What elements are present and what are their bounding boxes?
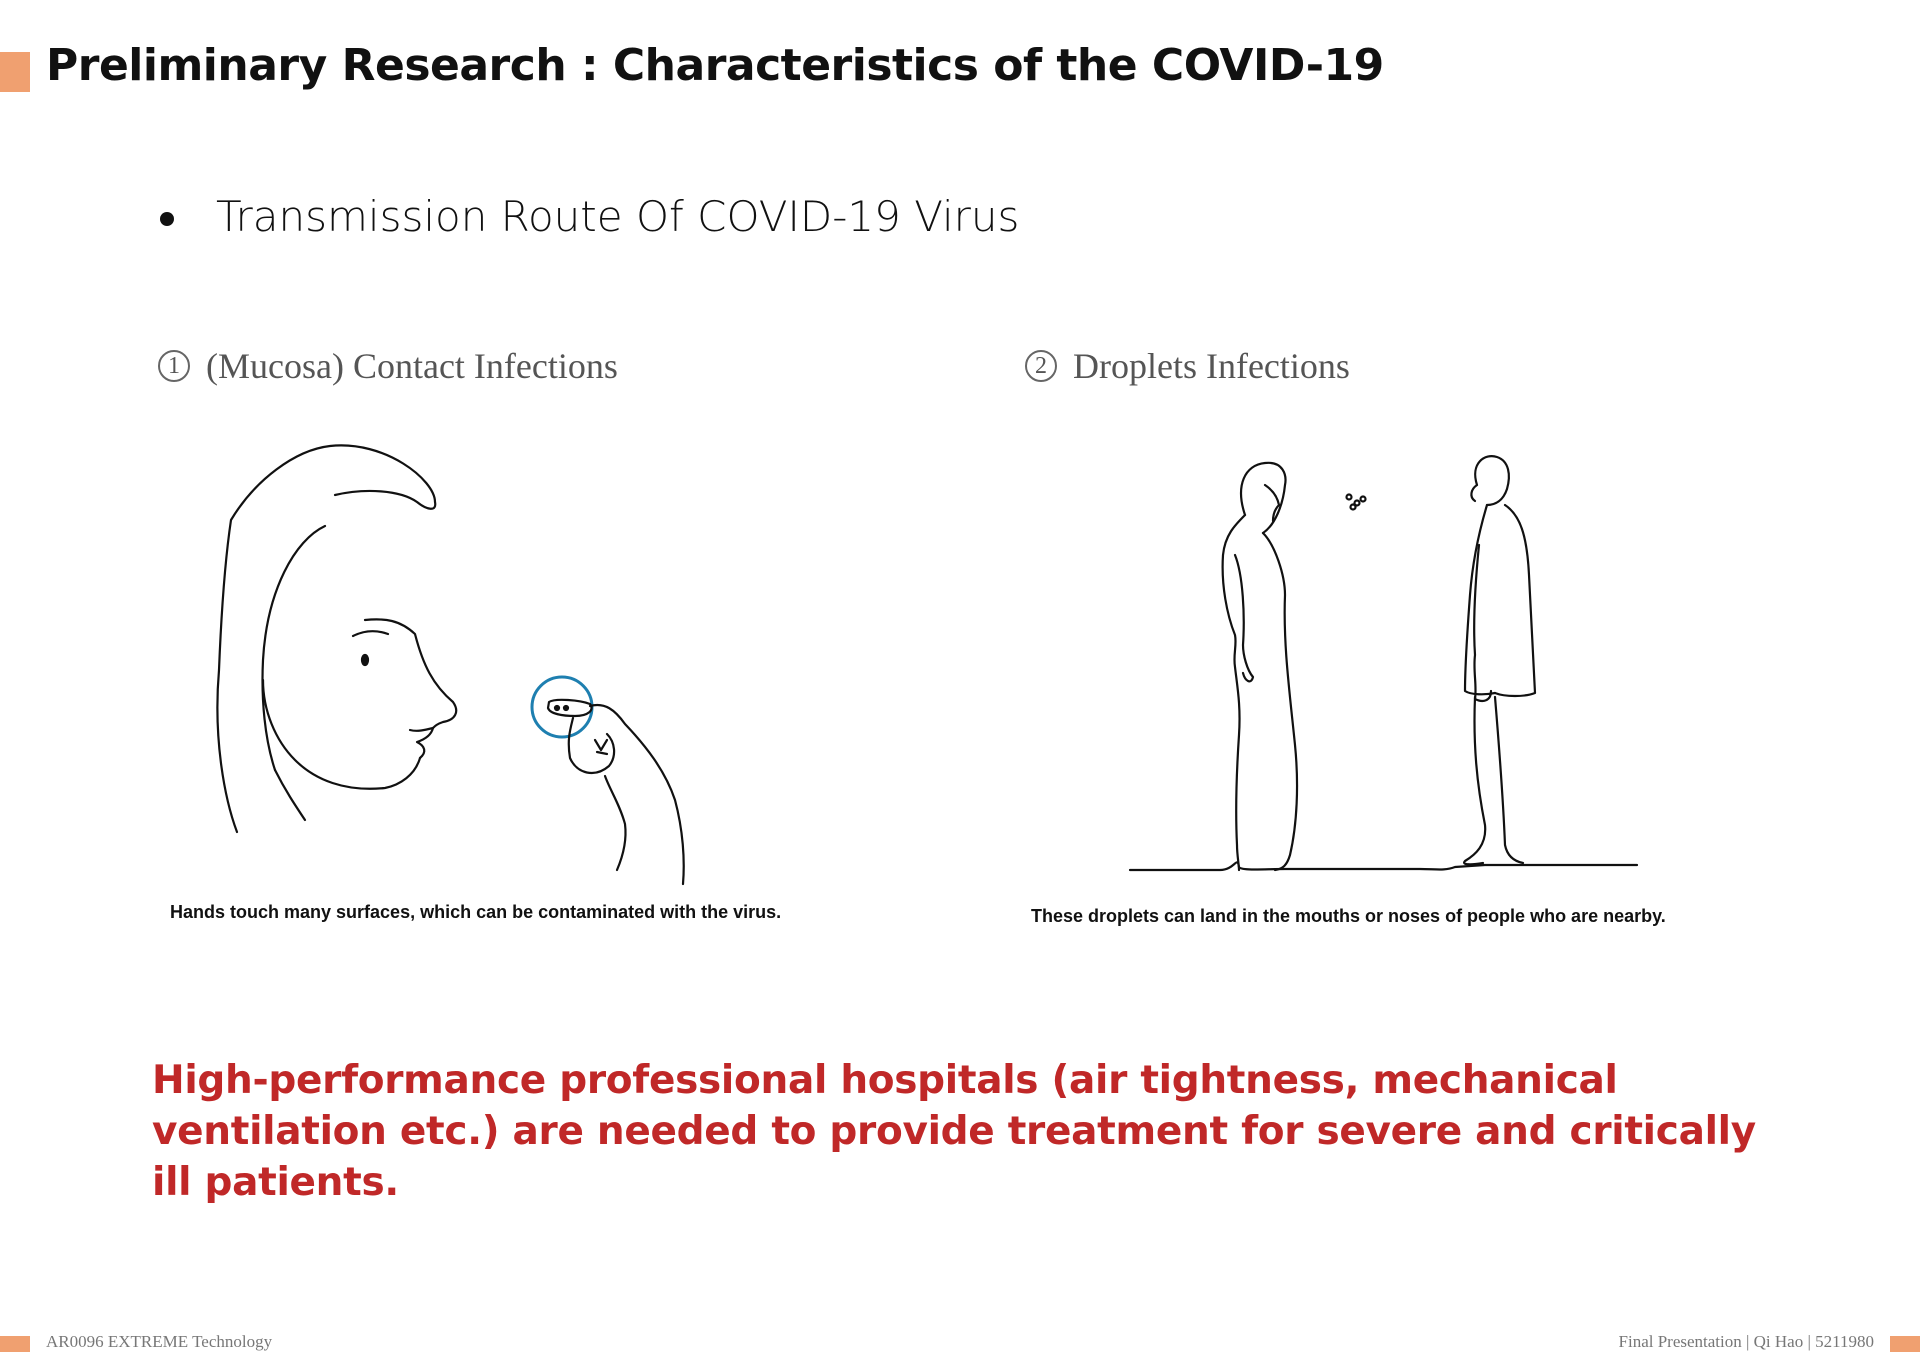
conclusion-text: High-performance professional hospitals (air tightness, mechanical ventilation etc.) are needed to provide treatment for severe and critically ill patients. bbox=[152, 1058, 1756, 1205]
man-head bbox=[1475, 456, 1509, 505]
footer-accent-left bbox=[0, 1336, 30, 1352]
woman-hood bbox=[1241, 463, 1285, 533]
footer-course: AR0096 EXTREME Technology bbox=[46, 1332, 273, 1351]
slide-title: Preliminary Research : Characteristics of the COVID-19 bbox=[46, 40, 1384, 91]
footer-accent-right bbox=[1890, 1336, 1920, 1352]
route-heading-droplets bbox=[1025, 345, 1350, 387]
inner-hood bbox=[275, 770, 305, 820]
droplets-illustration bbox=[1125, 445, 1645, 875]
circled-number-2: 2 bbox=[1025, 350, 1057, 382]
hood-outline bbox=[217, 445, 435, 832]
bullet-dot-icon bbox=[160, 212, 174, 226]
caption-droplets: These droplets can land in the mouths or noses of people who are nearby. bbox=[1031, 906, 1666, 926]
wrist bbox=[605, 776, 626, 870]
knuckle bbox=[595, 740, 607, 754]
bullet-text: Transmission Route Of COVID-19 Virus bbox=[216, 192, 1020, 241]
droplet bbox=[1361, 497, 1366, 502]
woman-arm bbox=[1235, 555, 1253, 681]
man-arm bbox=[1474, 545, 1491, 701]
man-body bbox=[1465, 505, 1495, 694]
hand bbox=[590, 705, 684, 884]
route-heading-contact bbox=[158, 345, 618, 387]
title-accent-bar bbox=[0, 52, 30, 92]
footer-presenter: Final Presentation | Qi Hao | 5211980 bbox=[1618, 1332, 1874, 1351]
mouth-line bbox=[410, 728, 433, 731]
ground-line bbox=[1130, 862, 1637, 870]
fingernail-dot bbox=[564, 706, 568, 710]
droplet bbox=[1347, 495, 1352, 500]
droplet bbox=[1351, 505, 1356, 510]
head-outline bbox=[263, 526, 326, 770]
fingernail-dot bbox=[555, 706, 559, 710]
route-heading-text: (Mucosa) Contact Infections bbox=[206, 346, 618, 386]
circled-number-1: 1 bbox=[158, 350, 190, 382]
eye bbox=[362, 655, 368, 665]
route-heading-text: Droplets Infections bbox=[1073, 346, 1350, 386]
man-legs bbox=[1464, 697, 1523, 864]
man-face bbox=[1471, 485, 1477, 501]
lips bbox=[417, 728, 433, 758]
caption-contact: Hands touch many surfaces, which can be contaminated with the virus. bbox=[170, 902, 782, 922]
bullet-item bbox=[160, 192, 1019, 241]
face-touch-illustration bbox=[205, 440, 705, 890]
woman-front bbox=[1263, 533, 1297, 870]
highlight-circle bbox=[532, 677, 592, 737]
face-profile bbox=[365, 619, 456, 728]
eyebrow bbox=[353, 631, 388, 636]
hand-lower bbox=[569, 718, 614, 773]
man-back bbox=[1495, 505, 1535, 696]
chin-jaw bbox=[263, 680, 420, 789]
woman-body bbox=[1223, 515, 1245, 870]
